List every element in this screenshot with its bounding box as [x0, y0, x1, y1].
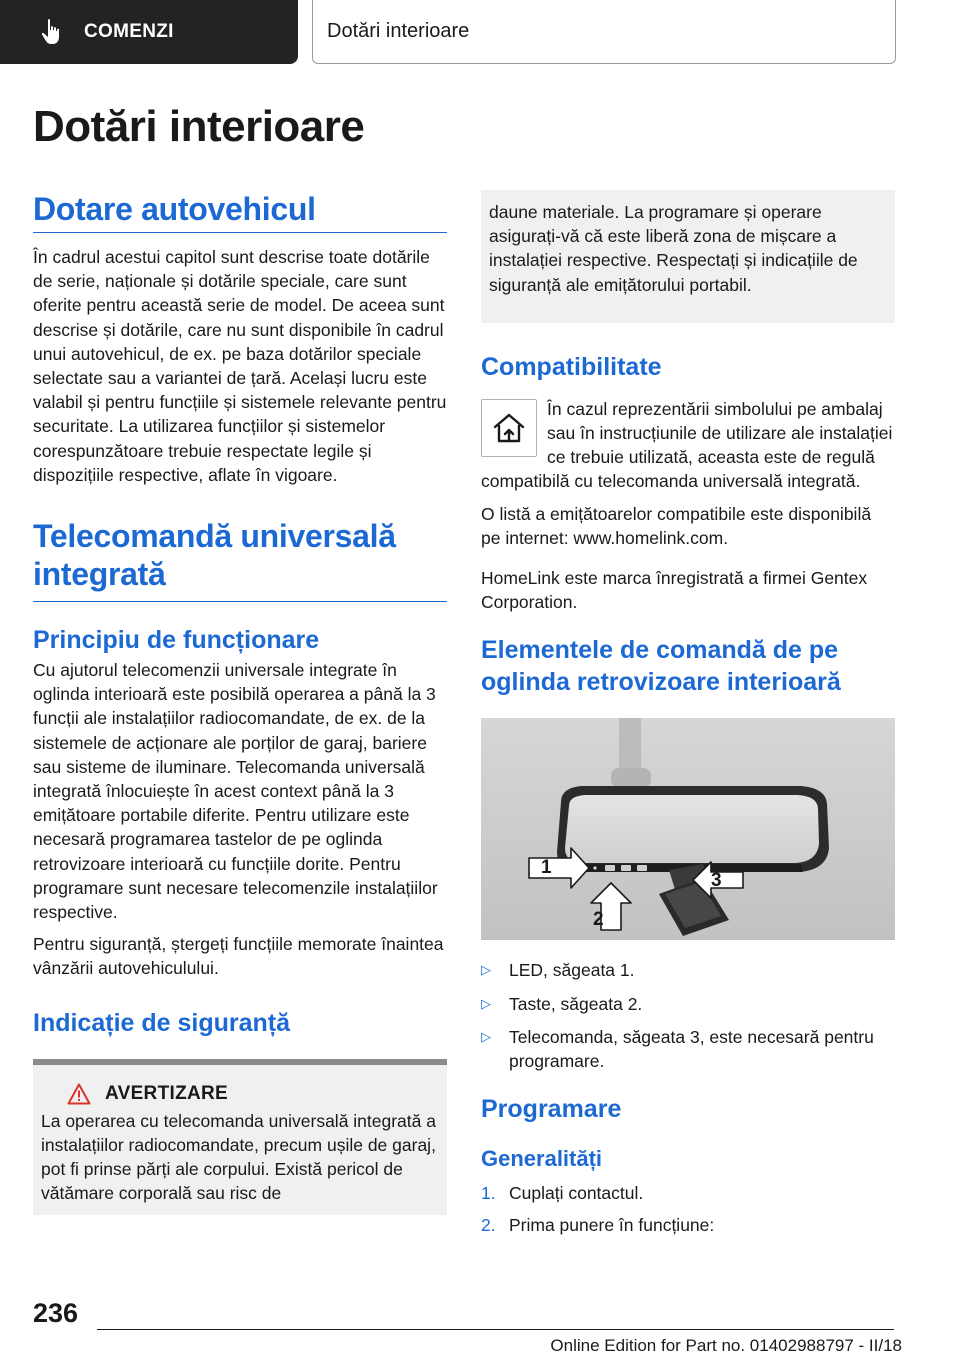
warning-text-2: daune materiale. La programare și operare asigurați-vă că este liberă zona de mișcare a instalației respective. Respectați și indicațiile de siguranță ale emițătorului portabil. [489, 202, 858, 295]
heading-indicatie-siguranta: Indicație de siguranță [33, 1008, 291, 1037]
paragraph-compat-2: O listă a emițătoarelor compatibile este disponibilă pe internet: www.homelink.com. [481, 503, 872, 548]
section-tab[interactable] [0, 0, 298, 64]
page-number: 236 [33, 1298, 79, 1328]
mirror-illustration [481, 718, 895, 940]
homelink-house-icon [481, 399, 537, 457]
heading-telecomanda-wrap [33, 517, 447, 602]
heading-elemente-comanda: Elementele de comandă de pe oglinda retrovizoare interioară [481, 636, 841, 697]
bullet-triangle-icon: ▷ [481, 1028, 491, 1044]
list-item: 2. Prima punere în funcțiune: [481, 1215, 715, 1236]
figure-label-2: 2 [593, 909, 604, 931]
chapter-label: Dotări interioare [327, 20, 470, 42]
list-item: ▷ Taste, săgeata 2. [481, 992, 895, 1016]
warning-header [41, 1083, 439, 1105]
paragraph-principiu-2: Pentru siguranță, ștergeți funcțiile memorate înaintea vânzării autovehiculului. [33, 934, 444, 979]
list-item: 1. Cuplați contactul. [481, 1183, 644, 1204]
warning-box [33, 1059, 447, 1216]
paragraph-dotare: În cadrul acestui capitol sunt descrise toate dotările de serie, naționale și dotările speciale, care sunt oferite pentru această serie de model. De aceea sunt descrise și dotările, care nu sunt disponibile în cadrul unui autovehicul, de ex. pe baza dotărilor speciale selectate sau a variantei de țară. Același lucru este valabil și pentru funcțiile și sistemele relevante pentru securitate. La utilizarea funcțiilor și sistemelor corespunzătoare trebuie respectate legile și dispozițiile respective, aflate în vigoare. [33, 247, 447, 485]
heading-dotare-wrap [33, 190, 447, 233]
warning-text-1: La operarea cu telecomanda universală integrată a instalațiilor radiocomandate, precum ușile de garaj, pot fi prinse părți ale corpului. Există pericol de vătămare corporală sau risc de [41, 1110, 436, 1204]
bullet-triangle-icon: ▷ [481, 962, 491, 978]
list-item: ▷ Telecomanda, săgeata 3, este necesară pentru programare. [481, 1026, 874, 1072]
bullet-triangle-icon: ▷ [481, 995, 491, 1011]
paragraph-principiu-1: Cu ajutorul telecomenzii universale integrate în oglinda interioară este posibilă operarea a până la 3 funcții ale instalațiilor radiocomandate, de ex. de la sistemele de acționare ale porților de garaj, bariere sau sisteme de iluminare. Telecomanda universală integrată înlocuiește în acest context până la 3 emițătoare portabile diferite. Pentru utilizare este necesară programarea tastelor de pe oglinda retrovizoare interioară cu funcțiile dorite. Pentru programare sunt necesare telecomenzile instalațiilor respective. [33, 660, 438, 923]
warning-label: AVERTIZARE [105, 1082, 228, 1104]
page-title: Dotări interioare [33, 102, 365, 151]
footer-edition: Online Edition for Part no. 01402988797 - II/18 [550, 1336, 902, 1355]
warning-triangle-icon [67, 1083, 91, 1105]
heading-generalitati: Generalități [481, 1146, 603, 1172]
section-label: COMENZI [84, 21, 174, 42]
heading-principiu-functionare: Principiu de funcționare [33, 626, 320, 655]
warning-box-continued [481, 190, 895, 323]
figure-label-1: 1 [541, 857, 552, 879]
heading-telecomanda-universala: Telecomandă universală integrată [33, 518, 396, 593]
figure-label-3: 3 [711, 870, 722, 892]
heading-programare: Programare [481, 1095, 622, 1124]
heading-compatibilitate: Compatibilitate [481, 352, 662, 381]
mirror-figure [481, 718, 895, 940]
paragraph-compat-3: HomeLink este marca înregistrată a firmei Gentex Corporation. [481, 568, 868, 613]
right-column [481, 190, 895, 1246]
controls-list [481, 958, 895, 1073]
steps-list [481, 1181, 895, 1237]
list-item: ▷ LED, săgeata 1. [481, 958, 895, 982]
chapter-tab[interactable] [312, 0, 896, 64]
heading-dotare-autovehicul: Dotare autovehicul [33, 191, 316, 227]
compat-block [481, 397, 895, 494]
hand-pointer-icon [40, 18, 64, 46]
left-column [33, 190, 447, 1215]
footer-rule [97, 1329, 894, 1330]
paragraph-compat-1: În cazul reprezentării simbolului pe ambalaj sau în instrucțiunile de utilizare ale instalației ce trebuie utilizată, aceasta este de regulă compatibilă cu telecomanda universală integrată. [481, 398, 893, 492]
header [0, 0, 960, 66]
